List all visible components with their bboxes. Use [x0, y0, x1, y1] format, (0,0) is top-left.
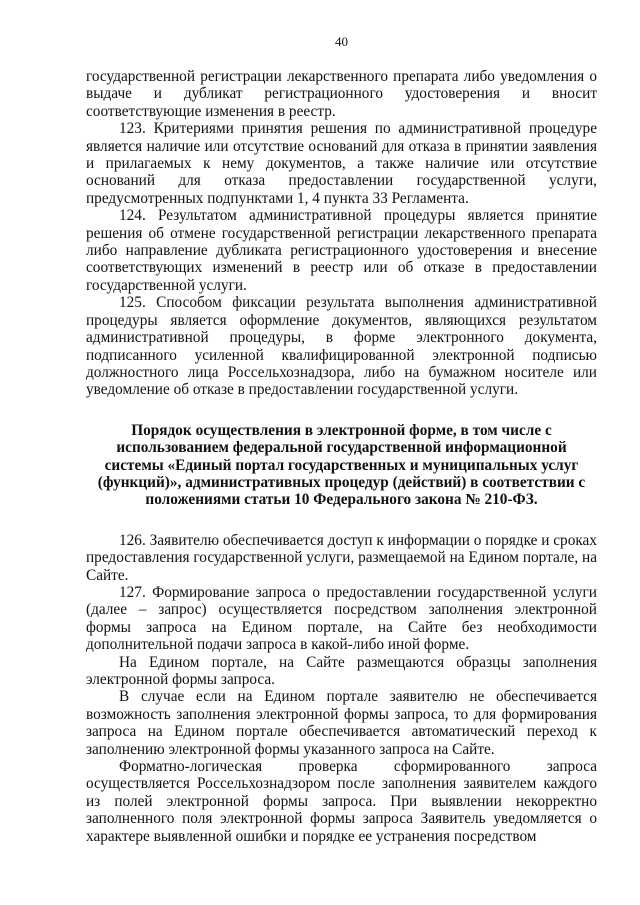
section-heading: Порядок осуществления в электронной форме, в том числе с использованием федеральной государственной информационной системы «Единый портал государственных и муниципальных услуг (функций)», административных процедур (действий) в соответствии с положениями статьи 10 Федерального закона № 210-ФЗ. [97, 421, 586, 509]
paragraph-continuation: государственной регистрации лекарственного препарата либо уведомления о выдаче и дубликат регистрационного удостоверения и вносит соответствующие изменения в реестр. [86, 68, 597, 120]
paragraph-125: 125. Способом фиксации результата выполнения административной процедуры является оформление документов, являющихся результатом административной процедуры, в форме электронного документа, подписанного усиленной квалифицированной электронной подписью должностного лица Россельхознадзора, либо на бумажном носителе или уведомление об отказе в предоставлении государственной услуги. [86, 294, 597, 399]
paragraph-126: 126. Заявителю обеспечивается доступ к информации о порядке и сроках предоставления государственной услуги, размещаемой на Едином портале, на Сайте. [86, 531, 597, 584]
document-page [86, 34, 597, 845]
paragraph-127: 127. Формирование запроса о предоставлении государственной услуги (далее – запрос) осуществляется посредством заполнения электронной формы запроса на Едином портале, на Сайте без необходимости дополнительной подачи запроса в какой-либо иной форме. [86, 583, 597, 654]
paragraph-127-redirect: В случае если на Едином портале заявителю не обеспечивается возможность заполнения электронной формы запроса, то для формирования запроса на Едином портале обеспечивается автоматический переход к заполнению электронной формы указанного запроса на Сайте. [86, 688, 597, 758]
page-number: 40 [335, 34, 348, 49]
paragraph-127-samples: На Едином портале, на Сайте размещаются образцы заполнения электронной формы запроса. [86, 653, 597, 688]
paragraph-124: 124. Результатом административной процедуры является принятие решения об отмене государственной регистрации лекарственного препарата либо направление дубликата регистрационного удостоверения и внесение соответствующих изменений в реестр или об отказе в предоставлении государственной услуги. [86, 207, 597, 294]
paragraph-123: 123. Критериями принятия решения по административной процедуре является наличие или отсутствие оснований для отказа в принятии заявления и прилагаемых к нему документов, а также наличие или отсутствие оснований для отказа предоставлении государственной услуги, предусмотренных подпунктами 1, 4 пункта 33 Регламента. [86, 120, 597, 207]
paragraph-127-validation: Форматно-логическая проверка сформированного запроса осуществляется Россельхознадзором после заполнения заявителем каждого из полей электронной формы запроса. При выявлении некорректно заполненного поля электронной формы запроса Заявитель уведомляется о характере выявленной ошибки и порядке ее устранения посредством [86, 758, 597, 845]
